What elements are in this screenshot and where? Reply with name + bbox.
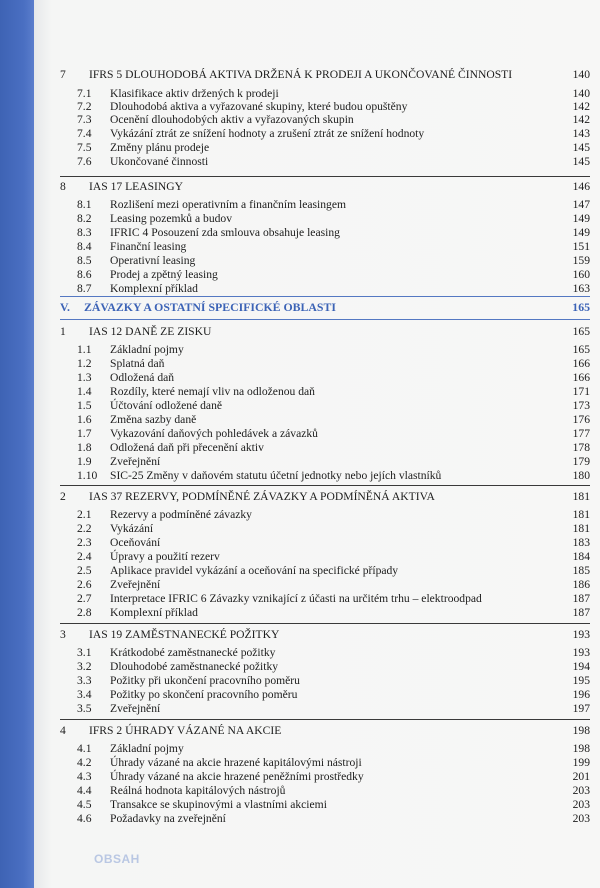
entry-page-number: 171 [572,385,590,398]
entry-title: Splatná daň [110,357,165,370]
entry-number: 4.6 [77,812,92,825]
entry-number: 3.1 [77,646,92,659]
entry-page-number: 187 [572,592,590,605]
entry-number: 3.5 [77,702,92,715]
entry-page-number: 187 [572,606,590,619]
entry-number: 2 [60,490,66,503]
entry-page-number: 203 [572,812,590,825]
entry-number: 4.1 [77,742,92,755]
entry-number: 2.7 [77,592,92,605]
entry-number: 1.5 [77,399,92,412]
entry-page-number: 198 [572,742,590,755]
entry-number: 1.4 [77,385,92,398]
entry-number: 8.3 [77,226,92,239]
entry-page-number: 146 [572,180,590,193]
entry-title: IFRS 5 DLOUHODOBÁ AKTIVA DRŽENÁ K PRODEJI A UKONČOVANÉ ČINNOSTI [89,68,513,81]
entry-title: IAS 12 DANĚ ZE ZISKU [89,325,212,338]
entry-title: Odložená daň při přecenění aktiv [110,441,264,454]
entry-number: 1.10 [77,469,98,482]
entry-page-number: 196 [572,688,590,701]
entry-title: Aplikace pravidel vykázání a oceňování na specifické případy [110,564,399,577]
entry-number: 4.4 [77,784,92,797]
entry-page-number: 165 [572,300,590,314]
entry-number: 3 [60,628,66,641]
entry-number: 1.7 [77,427,92,440]
entry-page-number: 197 [572,702,590,715]
entry-page-number: 166 [572,371,590,384]
entry-title: Požitky po skončení pracovního poměru [110,688,298,701]
entry-page-number: 201 [572,770,590,783]
entry-number: 7.4 [77,127,92,140]
entry-title: IFRS 2 ÚHRADY VÁZANÉ NA AKCIE [89,724,282,737]
entry-page-number: 163 [572,282,590,295]
entry-title: Úhrady vázané na akcie hrazené peněžními prostředky [110,770,364,783]
entry-page-number: 181 [572,490,590,503]
entry-number: V. [60,300,70,314]
entry-number: 7.6 [77,155,92,168]
entry-page-number: 145 [572,141,590,154]
entry-number: 1.9 [77,455,92,468]
entry-title: Leasing pozemků a budov [110,212,233,225]
entry-title: Rozlišení mezi operativním a finančním leasingem [110,198,346,211]
entry-title: Úpravy a použití rezerv [110,550,220,563]
entry-number: 1.2 [77,357,92,370]
table-of-contents [60,0,590,888]
entry-page-number: 165 [572,325,590,338]
section-divider [60,719,590,720]
entry-number: 1.8 [77,441,92,454]
entry-number: 8.4 [77,240,92,253]
entry-number: 1.3 [77,371,92,384]
entry-number: 2.1 [77,508,92,521]
entry-page-number: 186 [572,578,590,591]
entry-title: Dlouhodobá aktiva a vyřazované skupiny, které budou opuštěny [110,100,408,113]
entry-title: Vykazování daňových pohledávek a závazků [110,427,318,440]
entry-page-number: 193 [572,628,590,641]
entry-page-number: 143 [572,127,590,140]
entry-number: 7.2 [77,100,92,113]
entry-page-number: 178 [572,441,590,454]
entry-number: 1.6 [77,413,92,426]
entry-page-number: 166 [572,357,590,370]
entry-title: Změny plánu prodeje [110,141,210,154]
entry-title: IAS 37 REZERVY, PODMÍNĚNÉ ZÁVAZKY A PODMÍNĚNÁ AKTIVA [89,490,435,503]
entry-page-number: 193 [572,646,590,659]
entry-page-number: 165 [572,343,590,356]
entry-number: 1.1 [77,343,92,356]
entry-title: Ocenění dlouhodobých aktiv a vyřazovaných skupin [110,113,354,126]
entry-title: IFRIC 4 Posouzení zda smlouva obsahuje leasing [110,226,340,239]
entry-title: SIC-25 Změny v daňovém statutu účetní jednotky nebo jejích vlastníků [110,469,442,482]
entry-title: Komplexní příklad [110,606,198,619]
entry-title: Účtování odložené daně [110,399,223,412]
entry-page-number: 203 [572,784,590,797]
entry-number: 2.4 [77,550,92,563]
entry-number: 4.5 [77,798,92,811]
entry-title: IAS 19 ZAMĚSTNANECKÉ POŽITKY [89,628,280,641]
section-divider [60,176,590,177]
entry-number: 2.8 [77,606,92,619]
entry-number: 3.4 [77,688,92,701]
entry-number: 7.5 [77,141,92,154]
entry-title: Odložená daň [110,371,175,384]
entry-number: 7 [60,68,66,81]
entry-number: 2.6 [77,578,92,591]
book-spine-band [0,0,34,888]
entry-number: 7.3 [77,113,92,126]
entry-title: Úhrady vázané na akcie hrazené kapitálovými nástroji [110,756,362,769]
entry-page-number: 179 [572,455,590,468]
entry-page-number: 185 [572,564,590,577]
entry-page-number: 151 [572,240,590,253]
entry-title: Vykázání [110,522,154,535]
entry-page-number: 183 [572,536,590,549]
entry-page-number: 140 [572,68,590,81]
entry-page-number: 159 [572,254,590,267]
page-footer: OBSAH [94,852,140,866]
entry-title: Požitky při ukončení pracovního poměru [110,674,300,687]
entry-page-number: 194 [572,660,590,673]
entry-page-number: 142 [572,113,590,126]
entry-number: 1 [60,325,66,338]
entry-number: 8.1 [77,198,92,211]
entry-page-number: 203 [572,798,590,811]
entry-title: Finanční leasing [110,240,187,253]
section-divider [60,623,590,624]
entry-title: Zveřejnění [110,578,161,591]
entry-title: Základní pojmy [110,742,184,755]
entry-title: Změna sazby daně [110,413,197,426]
entry-number: 7.1 [77,87,92,100]
entry-title: Požadavky na zveřejnění [110,812,226,825]
entry-title: Zveřejnění [110,455,161,468]
section-divider [60,296,590,297]
section-divider [60,319,590,320]
entry-number: 4.2 [77,756,92,769]
entry-number: 8 [60,180,66,193]
entry-number: 2.5 [77,564,92,577]
entry-title: Ukončované činnosti [110,155,209,168]
entry-page-number: 195 [572,674,590,687]
entry-title: Operativní leasing [110,254,196,267]
entry-number: 3.2 [77,660,92,673]
entry-page-number: 199 [572,756,590,769]
entry-title: Vykázání ztrát ze snížení hodnoty a zrušení ztrát ze snížení hodnoty [110,127,425,140]
entry-title: Oceňování [110,536,161,549]
entry-number: 3.3 [77,674,92,687]
entry-title: Prodej a zpětný leasing [110,268,218,281]
entry-title: Klasifikace aktiv držených k prodeji [110,87,279,100]
entry-number: 4.3 [77,770,92,783]
entry-title: Komplexní příklad [110,282,198,295]
entry-number: 2.3 [77,536,92,549]
entry-title: Reálná hodnota kapitálových nástrojů [110,784,286,797]
entry-page-number: 147 [572,198,590,211]
entry-page-number: 160 [572,268,590,281]
entry-page-number: 181 [572,522,590,535]
entry-page-number: 149 [572,212,590,225]
entry-number: 2.2 [77,522,92,535]
entry-number: 8.5 [77,254,92,267]
entry-title: Základní pojmy [110,343,184,356]
entry-title: IAS 17 LEASINGY [89,180,184,193]
entry-title: Transakce se skupinovými a vlastními akciemi [110,798,327,811]
entry-number: 8.7 [77,282,92,295]
entry-title: ZÁVAZKY A OSTATNÍ SPECIFICKÉ OBLASTI [84,300,336,314]
entry-title: Rozdíly, které nemají vliv na odloženou daň [110,385,315,398]
entry-number: 8.2 [77,212,92,225]
entry-page-number: 180 [572,469,590,482]
entry-title: Interpretace IFRIC 6 Závazky vznikající z účasti na určitém trhu – elektroodpad [110,592,482,605]
entry-page-number: 140 [572,87,590,100]
entry-title: Zveřejnění [110,702,161,715]
entry-page-number: 181 [572,508,590,521]
entry-page-number: 145 [572,155,590,168]
book-page [34,0,600,888]
entry-page-number: 184 [572,550,590,563]
entry-title: Rezervy a podmíněné závazky [110,508,252,521]
section-divider [60,485,590,486]
entry-page-number: 198 [572,724,590,737]
entry-page-number: 176 [572,413,590,426]
entry-page-number: 142 [572,100,590,113]
entry-number: 4 [60,724,66,737]
entry-title: Krátkodobé zaměstnanecké požitky [110,646,276,659]
entry-page-number: 177 [572,427,590,440]
entry-page-number: 173 [572,399,590,412]
entry-page-number: 149 [572,226,590,239]
entry-title: Dlouhodobé zaměstnanecké požitky [110,660,279,673]
entry-number: 8.6 [77,268,92,281]
